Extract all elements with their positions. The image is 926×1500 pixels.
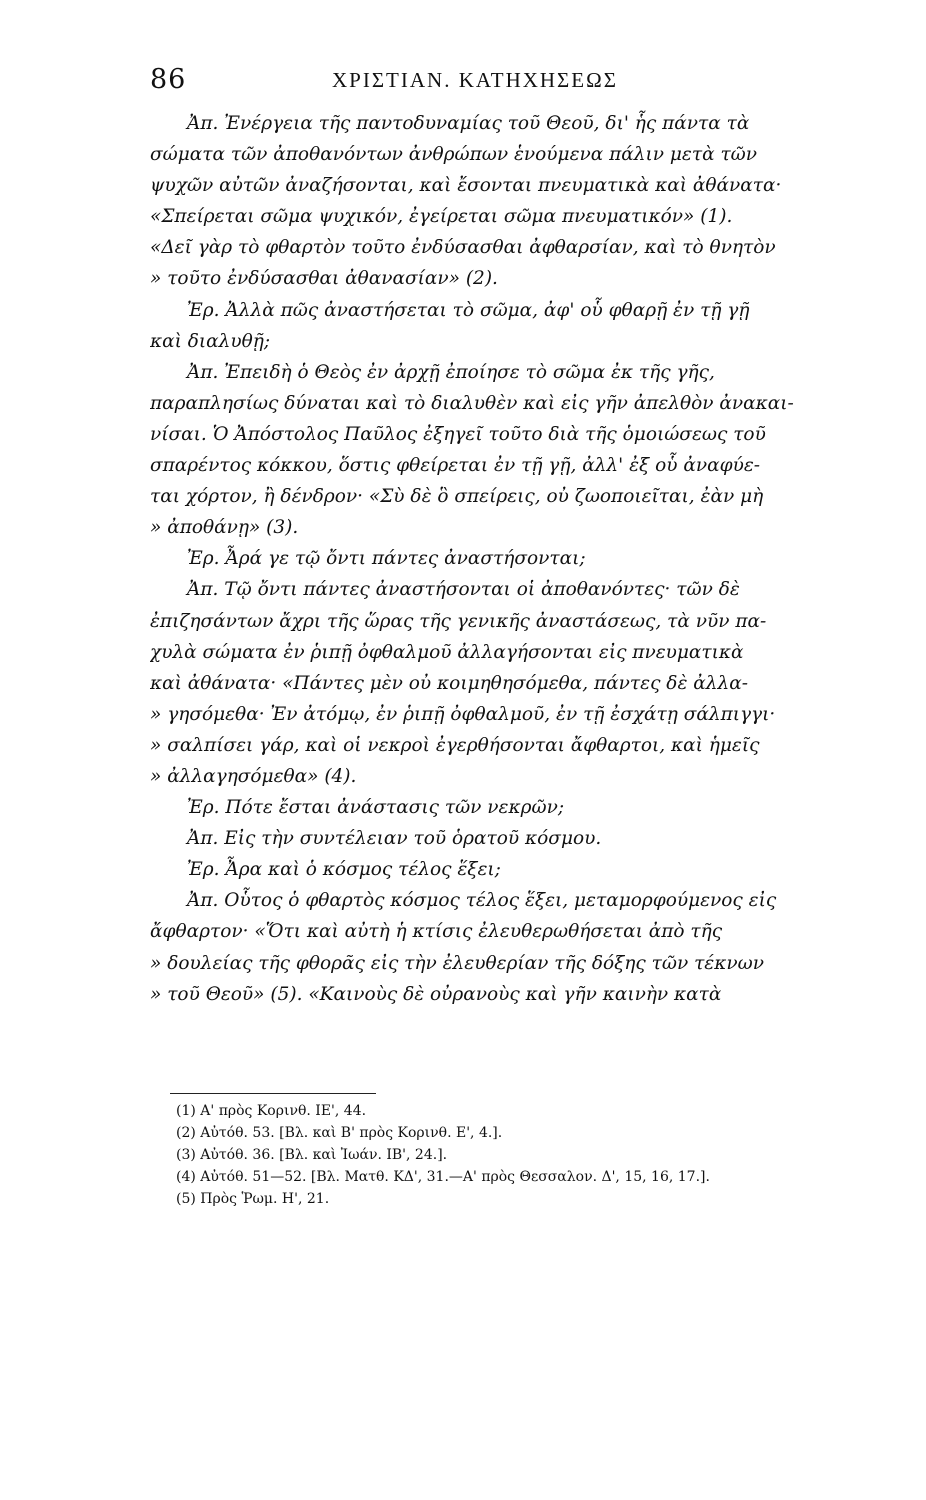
page-header xyxy=(150,62,820,102)
text-line: Ἀπ. Ἐπειδὴ ὁ Θεὸς ἐν ἀρχῇ ἐποίησε τὸ σῶμα ἐκ τῆς γῆς, xyxy=(187,361,715,383)
footnote-3: (3) Αὐτόθ. 36. [Βλ. καὶ Ἰωάν. ΙΒ', 24.]. xyxy=(176,1147,448,1163)
text-line: » ἀποθάνῃ» (3). xyxy=(150,517,299,539)
text-line: » γησόμεθα· Ἐν ἀτόμῳ, ἐν ῥιπῇ ὀφθαλμοῦ, ἐν τῇ ἐσχάτῃ σάλπιγγι· xyxy=(150,703,776,725)
text-line: Ἀπ. Οὗτος ὁ φθαρτὸς κόσμος τέλος ἕξει, μεταμορφούμενος εἰς xyxy=(187,890,777,912)
text-line: Ἀπ. Ἐνέργεια τῆς παντοδυναμίας τοῦ Θεοῦ, δι' ἧς πάντα τὰ xyxy=(187,113,750,134)
page-number: 86 xyxy=(150,64,187,95)
text-line: » ἀλλαγησόμεθα» (4). xyxy=(150,765,357,787)
text-line: καὶ διαλυθῇ; xyxy=(150,330,271,352)
text-line: καὶ ἀθάνατα· «Πάντες μὲν οὐ κοιμηθησόμεθα, πάντες δὲ ἀλλα- xyxy=(150,672,748,694)
text-line: σώματα τῶν ἀποθανόντων ἀνθρώπων ἑνούμενα πάλιν μετὰ τῶν xyxy=(150,144,758,166)
text-line: Ἐρ. Ἆρά γε τῷ ὄντι πάντες ἀναστήσονται; xyxy=(187,548,586,570)
text-line: » τοῦτο ἐνδύσασθαι ἀθανασίαν» (2). xyxy=(150,268,498,290)
footnote-divider xyxy=(170,1093,376,1094)
text-line: Ἐρ. Ἀλλὰ πῶς ἀναστήσεται τὸ σῶμα, ἀφ' οὗ φθαρῇ ἐν τῇ γῇ xyxy=(187,299,750,321)
text-line: » δουλείας τῆς φθορᾶς εἰς τὴν ἐλευθερίαν τῆς δόξης τῶν τέκνων xyxy=(150,952,764,974)
text-line: νίσαι. Ὁ Ἀπόστολος Παῦλος ἐξηγεῖ τοῦτο διὰ τῆς ὁμοιώσεως τοῦ xyxy=(150,423,766,445)
text-line: «Δεῖ γὰρ τὸ φθαρτὸν τοῦτο ἐνδύσασθαι ἀφθαρσίαν, καὶ τὸ θνητὸν xyxy=(150,237,776,259)
body-text xyxy=(150,108,820,1010)
text-line: » σαλπίσει γάρ, καὶ οἱ νεκροὶ ἐγερθήσονται ἄφθαρτοι, καὶ ἡμεῖς xyxy=(150,734,760,756)
text-line: ἐπιζησάντων ἄχρι τῆς ὥρας τῆς γενικῆς ἀναστάσεως, τὰ νῦν πα- xyxy=(150,610,767,632)
footnote-5: (5) Πρὸς Ῥωμ. Η', 21. xyxy=(176,1191,330,1207)
text-line: ἄφθαρτον· «Ὅτι καὶ αὐτὴ ἡ κτίσις ἐλευθερωθήσεται ἀπὸ τῆς xyxy=(150,921,723,943)
footnote-2: (2) Αὐτόθ. 53. [Βλ. καὶ Β' πρὸς Κορινθ. Ε', 4.]. xyxy=(176,1125,503,1141)
text-line: Ἀπ. Εἰς τὴν συντέλειαν τοῦ ὁρατοῦ κόσμου. xyxy=(187,828,602,850)
footnote-1: (1) Α' πρὸς Κορινθ. ΙΕ', 44. xyxy=(176,1103,367,1119)
text-line: Ἐρ. Ἆρα καὶ ὁ κόσμος τέλος ἕξει; xyxy=(187,859,501,881)
text-line: σπαρέντος κόκκου, ὅστις φθείρεται ἐν τῇ γῇ, ἀλλ' ἐξ οὗ ἀναφύε- xyxy=(150,455,760,477)
text-line: ψυχῶν αὐτῶν ἀναζήσονται, καὶ ἔσονται πνευματικὰ καὶ ἀθάνατα· xyxy=(150,175,782,197)
text-line: ται χόρτον, ἢ δένδρον· «Σὺ δὲ ὃ σπείρεις, οὐ ζωοποιεῖται, ἐὰν μὴ xyxy=(150,486,764,508)
footnote-4: (4) Αὐτόθ. 51—52. [Βλ. Ματθ. ΚΔ', 31.—Α' πρὸς Θεσσαλον. Δ', 15, 16, 17.]. xyxy=(176,1169,710,1185)
text-line: χυλὰ σώματα ἐν ῥιπῇ ὀφθαλμοῦ ἀλλαγήσονται εἰς πνευματικὰ xyxy=(150,641,744,663)
text-line: Ἐρ. Πότε ἔσται ἀνάστασις τῶν νεκρῶν; xyxy=(187,797,565,819)
text-line: » τοῦ Θεοῦ» (5). «Καινοὺς δὲ οὐρανοὺς καὶ γῆν καινὴν κατὰ xyxy=(150,983,722,1005)
running-title: ΧΡΙΣΤΙΑΝ. ΚΑΤΗΧΗΣΕΩΣ xyxy=(332,68,618,92)
text-line: «Σπείρεται σῶμα ψυχικόν, ἐγείρεται σῶμα πνευματικόν» (1). xyxy=(150,206,733,228)
text-line: παραπλησίως δύναται καὶ τὸ διαλυθὲν καὶ εἰς γῆν ἀπελθὸν ἀνακαι- xyxy=(150,392,794,414)
footnotes xyxy=(176,1100,816,1210)
text-line: Ἀπ. Τῷ ὄντι πάντες ἀναστήσονται οἱ ἀποθανόντες· τῶν δὲ xyxy=(187,579,740,601)
